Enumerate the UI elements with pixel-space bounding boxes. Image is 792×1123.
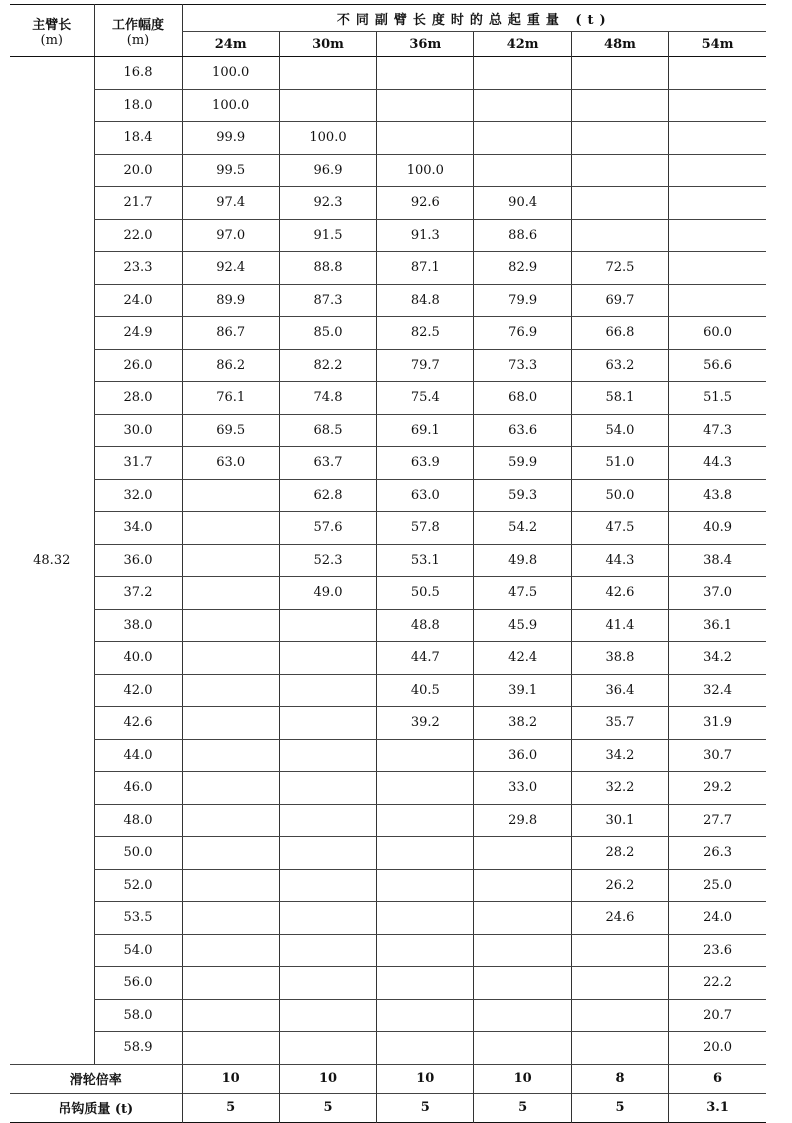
radius-cell: 30.0	[94, 414, 182, 447]
capacity-cell: 82.2	[279, 349, 376, 382]
table-row	[10, 707, 766, 740]
capacity-cell	[377, 1032, 474, 1065]
capacity-cell: 37.0	[669, 577, 766, 610]
capacity-cell: 88.8	[279, 252, 376, 285]
table-row	[10, 934, 766, 967]
radius-cell: 36.0	[94, 544, 182, 577]
hook-mass-cell: 5	[377, 1093, 474, 1122]
capacity-cell: 69.7	[571, 284, 668, 317]
table-row	[10, 1032, 766, 1065]
capacity-cell: 22.2	[669, 967, 766, 1000]
capacity-cell: 38.2	[474, 707, 571, 740]
capacity-cell: 43.8	[669, 479, 766, 512]
capacity-cell: 68.5	[279, 414, 376, 447]
capacity-cell	[279, 837, 376, 870]
capacity-cell: 41.4	[571, 609, 668, 642]
pulley-ratio-label: 滑轮倍率	[69, 1073, 122, 1088]
radius-unit: (m)	[126, 32, 150, 48]
capacity-cell: 42.6	[571, 577, 668, 610]
capacity-cell	[182, 934, 279, 967]
capacity-cell: 38.8	[571, 642, 668, 675]
capacity-cell	[669, 219, 766, 252]
capacity-cell	[279, 772, 376, 805]
capacity-cell: 33.0	[474, 772, 571, 805]
load-chart-container	[10, 4, 766, 1123]
capacity-cell	[377, 772, 474, 805]
capacity-cell: 63.6	[474, 414, 571, 447]
capacity-cell	[571, 57, 668, 90]
capacity-cell: 85.0	[279, 317, 376, 350]
capacity-cell: 47.5	[571, 512, 668, 545]
capacity-cell	[669, 252, 766, 285]
capacity-cell	[377, 57, 474, 90]
capacity-cell: 100.0	[182, 57, 279, 90]
radius-cell: 26.0	[94, 349, 182, 382]
radius-cell: 18.4	[94, 122, 182, 155]
hook-mass-cell: 5	[279, 1093, 376, 1122]
table-row	[10, 804, 766, 837]
capacity-cell: 91.5	[279, 219, 376, 252]
capacity-cell	[182, 479, 279, 512]
radius-cell: 24.0	[94, 284, 182, 317]
capacity-cell	[377, 967, 474, 1000]
pulley-ratio-cell: 10	[474, 1064, 571, 1093]
table-row	[10, 252, 766, 285]
capacity-cell: 87.1	[377, 252, 474, 285]
table-row	[10, 284, 766, 317]
capacity-cell: 82.9	[474, 252, 571, 285]
capacity-cell: 24.0	[669, 902, 766, 935]
hook-mass-label: 吊钩质量 (t)	[58, 1102, 134, 1117]
capacity-cell: 47.5	[474, 577, 571, 610]
capacity-cell: 40.9	[669, 512, 766, 545]
capacity-cell	[571, 967, 668, 1000]
capacity-cell	[571, 154, 668, 187]
capacity-cell: 27.7	[669, 804, 766, 837]
capacity-cell	[182, 642, 279, 675]
capacity-cell: 26.2	[571, 869, 668, 902]
capacity-cell	[279, 642, 376, 675]
capacity-cell: 29.8	[474, 804, 571, 837]
capacity-cell: 39.1	[474, 674, 571, 707]
radius-cell: 54.0	[94, 934, 182, 967]
capacity-cell: 92.6	[377, 187, 474, 220]
capacity-cell: 79.9	[474, 284, 571, 317]
capacity-cell: 20.7	[669, 999, 766, 1032]
radius-cell: 31.7	[94, 447, 182, 480]
table-row	[10, 837, 766, 870]
radius-cell: 58.0	[94, 999, 182, 1032]
capacity-cell: 73.3	[474, 349, 571, 382]
radius-cell: 46.0	[94, 772, 182, 805]
capacity-cell: 60.0	[669, 317, 766, 350]
table-row	[10, 544, 766, 577]
capacity-cell	[474, 999, 571, 1032]
capacity-cell	[182, 609, 279, 642]
table-row	[10, 902, 766, 935]
capacity-cell: 87.3	[279, 284, 376, 317]
capacity-cell: 96.9	[279, 154, 376, 187]
capacity-cell	[279, 57, 376, 90]
pulley-ratio-cell: 8	[571, 1064, 668, 1093]
capacity-cell	[669, 89, 766, 122]
capacity-cell: 88.6	[474, 219, 571, 252]
table-row	[10, 447, 766, 480]
capacity-cell: 63.7	[279, 447, 376, 480]
table-footer	[10, 1064, 766, 1122]
pulley-ratio-row	[10, 1064, 766, 1093]
main-boom-label: 主臂长	[32, 17, 72, 33]
capacity-cell: 51.0	[571, 447, 668, 480]
capacity-cell: 35.7	[571, 707, 668, 740]
capacity-cell: 63.2	[571, 349, 668, 382]
radius-cell: 34.0	[94, 512, 182, 545]
capacity-cell: 74.8	[279, 382, 376, 415]
capacity-cell: 63.9	[377, 447, 474, 480]
radius-cell: 23.3	[94, 252, 182, 285]
capacity-cell: 52.3	[279, 544, 376, 577]
main-boom-value: 48.32	[33, 552, 71, 568]
table-row	[10, 414, 766, 447]
capacity-cell	[377, 999, 474, 1032]
capacity-cell: 82.5	[377, 317, 474, 350]
capacity-cell	[669, 154, 766, 187]
radius-cell: 48.0	[94, 804, 182, 837]
capacity-cell	[474, 57, 571, 90]
capacity-cell	[279, 609, 376, 642]
capacity-cell: 32.2	[571, 772, 668, 805]
capacity-cell: 50.0	[571, 479, 668, 512]
capacity-cell	[571, 187, 668, 220]
capacity-cell	[279, 804, 376, 837]
hook-mass-row	[10, 1093, 766, 1122]
jib-length-header: 36m	[377, 32, 474, 57]
pulley-ratio-cell: 6	[669, 1064, 766, 1093]
capacity-cell	[279, 869, 376, 902]
capacity-cell: 32.4	[669, 674, 766, 707]
table-row	[10, 349, 766, 382]
capacity-cell	[669, 284, 766, 317]
capacity-cell	[182, 577, 279, 610]
capacity-cell: 49.8	[474, 544, 571, 577]
capacity-cell: 36.0	[474, 739, 571, 772]
capacity-cell: 92.4	[182, 252, 279, 285]
capacity-cell	[474, 902, 571, 935]
capacity-cell: 56.6	[669, 349, 766, 382]
capacity-cell	[571, 934, 668, 967]
capacity-cell: 44.3	[669, 447, 766, 480]
jib-length-header: 48m	[571, 32, 668, 57]
table-row	[10, 739, 766, 772]
capacity-cell: 92.3	[279, 187, 376, 220]
table-row	[10, 772, 766, 805]
jib-length-header: 54m	[669, 32, 766, 57]
capacity-cell	[182, 837, 279, 870]
capacity-cell: 63.0	[377, 479, 474, 512]
jib-length-header: 42m	[474, 32, 571, 57]
jib-length-header: 24m	[182, 32, 279, 57]
radius-cell: 20.0	[94, 154, 182, 187]
capacity-cell	[279, 1032, 376, 1065]
capacity-cell	[669, 122, 766, 155]
capacity-cell: 62.8	[279, 479, 376, 512]
capacity-cell: 69.1	[377, 414, 474, 447]
capacity-cell: 40.5	[377, 674, 474, 707]
capacity-cell	[182, 869, 279, 902]
capacity-cell	[669, 57, 766, 90]
capacity-cell: 76.9	[474, 317, 571, 350]
capacity-cell	[474, 837, 571, 870]
radius-cell: 56.0	[94, 967, 182, 1000]
capacity-cell: 36.4	[571, 674, 668, 707]
pulley-ratio-cell: 10	[377, 1064, 474, 1093]
capacity-cell: 91.3	[377, 219, 474, 252]
radius-cell: 53.5	[94, 902, 182, 935]
capacity-cell: 29.2	[669, 772, 766, 805]
table-row	[10, 187, 766, 220]
capacity-cell	[474, 869, 571, 902]
capacity-cell	[279, 674, 376, 707]
capacity-cell: 51.5	[669, 382, 766, 415]
capacity-cell: 59.9	[474, 447, 571, 480]
capacity-cell	[182, 967, 279, 1000]
capacity-cell: 57.8	[377, 512, 474, 545]
capacity-cell: 63.0	[182, 447, 279, 480]
capacity-cell	[279, 707, 376, 740]
capacity-cell: 50.5	[377, 577, 474, 610]
table-body	[10, 57, 766, 1065]
capacity-cell	[279, 89, 376, 122]
capacity-cell	[571, 89, 668, 122]
capacity-cell: 54.0	[571, 414, 668, 447]
capacity-cell: 76.1	[182, 382, 279, 415]
capacity-cell	[474, 967, 571, 1000]
capacity-cell: 58.1	[571, 382, 668, 415]
capacity-cell: 30.1	[571, 804, 668, 837]
capacity-cell	[571, 999, 668, 1032]
table-row	[10, 512, 766, 545]
radius-cell: 42.6	[94, 707, 182, 740]
capacity-cell	[474, 89, 571, 122]
capacity-cell: 72.5	[571, 252, 668, 285]
capacity-cell	[377, 837, 474, 870]
capacity-cell: 38.4	[669, 544, 766, 577]
capacity-cell	[571, 1032, 668, 1065]
capacity-cell	[377, 804, 474, 837]
capacity-cell: 99.9	[182, 122, 279, 155]
table-row	[10, 122, 766, 155]
table-row	[10, 219, 766, 252]
radius-header	[94, 5, 182, 57]
radius-cell: 18.0	[94, 89, 182, 122]
main-boom-unit: (m)	[40, 32, 63, 48]
capacity-cell: 23.6	[669, 934, 766, 967]
radius-cell: 58.9	[94, 1032, 182, 1065]
capacity-cell	[182, 1032, 279, 1065]
capacity-cell	[377, 934, 474, 967]
radius-cell: 22.0	[94, 219, 182, 252]
capacity-cell	[279, 739, 376, 772]
table-row	[10, 57, 766, 90]
capacity-cell: 25.0	[669, 869, 766, 902]
radius-cell: 24.9	[94, 317, 182, 350]
pulley-ratio-cell: 10	[279, 1064, 376, 1093]
radius-cell: 52.0	[94, 869, 182, 902]
table-row	[10, 382, 766, 415]
crane-load-table	[10, 4, 766, 1123]
radius-cell: 32.0	[94, 479, 182, 512]
hook-mass-cell: 5	[571, 1093, 668, 1122]
capacity-cell	[474, 122, 571, 155]
capacity-cell	[279, 967, 376, 1000]
capacity-cell	[182, 739, 279, 772]
radius-cell: 28.0	[94, 382, 182, 415]
capacity-cell: 34.2	[571, 739, 668, 772]
radius-cell: 16.8	[94, 57, 182, 90]
capacity-cell: 54.2	[474, 512, 571, 545]
capacity-cell: 66.8	[571, 317, 668, 350]
capacity-cell	[474, 934, 571, 967]
capacity-cell: 86.2	[182, 349, 279, 382]
table-row	[10, 674, 766, 707]
capacity-cell: 53.1	[377, 544, 474, 577]
capacity-cell: 68.0	[474, 382, 571, 415]
capacity-cell	[182, 544, 279, 577]
hook-mass-cell: 5	[474, 1093, 571, 1122]
table-row	[10, 642, 766, 675]
table-row	[10, 317, 766, 350]
capacity-cell	[279, 999, 376, 1032]
capacity-cell	[571, 219, 668, 252]
capacity-cell	[182, 902, 279, 935]
capacity-cell: 39.2	[377, 707, 474, 740]
capacity-cell: 100.0	[182, 89, 279, 122]
table-row	[10, 869, 766, 902]
capacity-cell: 79.7	[377, 349, 474, 382]
capacity-cell: 69.5	[182, 414, 279, 447]
jib-length-header: 30m	[279, 32, 376, 57]
capacity-cell: 34.2	[669, 642, 766, 675]
capacity-cell	[182, 999, 279, 1032]
capacity-cell	[669, 187, 766, 220]
radius-cell: 38.0	[94, 609, 182, 642]
table-row	[10, 967, 766, 1000]
capacity-cell	[377, 89, 474, 122]
capacity-cell	[182, 512, 279, 545]
table-row	[10, 999, 766, 1032]
capacity-cell	[377, 869, 474, 902]
capacity-cell: 31.9	[669, 707, 766, 740]
capacity-cell: 30.7	[669, 739, 766, 772]
capacity-cell	[474, 1032, 571, 1065]
capacity-cell: 75.4	[377, 382, 474, 415]
capacity-cell	[377, 122, 474, 155]
jib-group-title: 不同副臂长度时的总起重量 (t)	[182, 5, 766, 32]
table-row	[10, 577, 766, 610]
capacity-cell: 59.3	[474, 479, 571, 512]
table-row	[10, 154, 766, 187]
capacity-cell: 28.2	[571, 837, 668, 870]
table-row	[10, 479, 766, 512]
capacity-cell: 100.0	[279, 122, 376, 155]
radius-cell: 40.0	[94, 642, 182, 675]
capacity-cell: 24.6	[571, 902, 668, 935]
capacity-cell	[182, 772, 279, 805]
capacity-cell: 20.0	[669, 1032, 766, 1065]
capacity-cell	[279, 934, 376, 967]
capacity-cell: 84.8	[377, 284, 474, 317]
radius-cell: 42.0	[94, 674, 182, 707]
capacity-cell	[182, 707, 279, 740]
capacity-cell: 45.9	[474, 609, 571, 642]
capacity-cell	[279, 902, 376, 935]
main-boom-header	[10, 5, 94, 57]
table-header	[10, 5, 766, 57]
capacity-cell: 44.3	[571, 544, 668, 577]
capacity-cell: 36.1	[669, 609, 766, 642]
capacity-cell: 57.6	[279, 512, 376, 545]
capacity-cell: 47.3	[669, 414, 766, 447]
hook-mass-cell: 5	[182, 1093, 279, 1122]
capacity-cell: 97.0	[182, 219, 279, 252]
table-row	[10, 89, 766, 122]
capacity-cell	[377, 902, 474, 935]
radius-cell: 37.2	[94, 577, 182, 610]
pulley-ratio-cell: 10	[182, 1064, 279, 1093]
table-row	[10, 609, 766, 642]
capacity-cell: 90.4	[474, 187, 571, 220]
capacity-cell: 86.7	[182, 317, 279, 350]
radius-cell: 50.0	[94, 837, 182, 870]
radius-label: 工作幅度	[111, 17, 164, 33]
capacity-cell: 48.8	[377, 609, 474, 642]
capacity-cell: 26.3	[669, 837, 766, 870]
capacity-cell: 100.0	[377, 154, 474, 187]
capacity-cell: 42.4	[474, 642, 571, 675]
capacity-cell: 99.5	[182, 154, 279, 187]
capacity-cell	[182, 804, 279, 837]
capacity-cell	[571, 122, 668, 155]
capacity-cell: 44.7	[377, 642, 474, 675]
capacity-cell	[377, 739, 474, 772]
radius-cell: 44.0	[94, 739, 182, 772]
capacity-cell: 97.4	[182, 187, 279, 220]
radius-cell: 21.7	[94, 187, 182, 220]
capacity-cell	[474, 154, 571, 187]
capacity-cell	[182, 674, 279, 707]
capacity-cell: 89.9	[182, 284, 279, 317]
hook-mass-cell: 3.1	[669, 1093, 766, 1122]
capacity-cell: 49.0	[279, 577, 376, 610]
